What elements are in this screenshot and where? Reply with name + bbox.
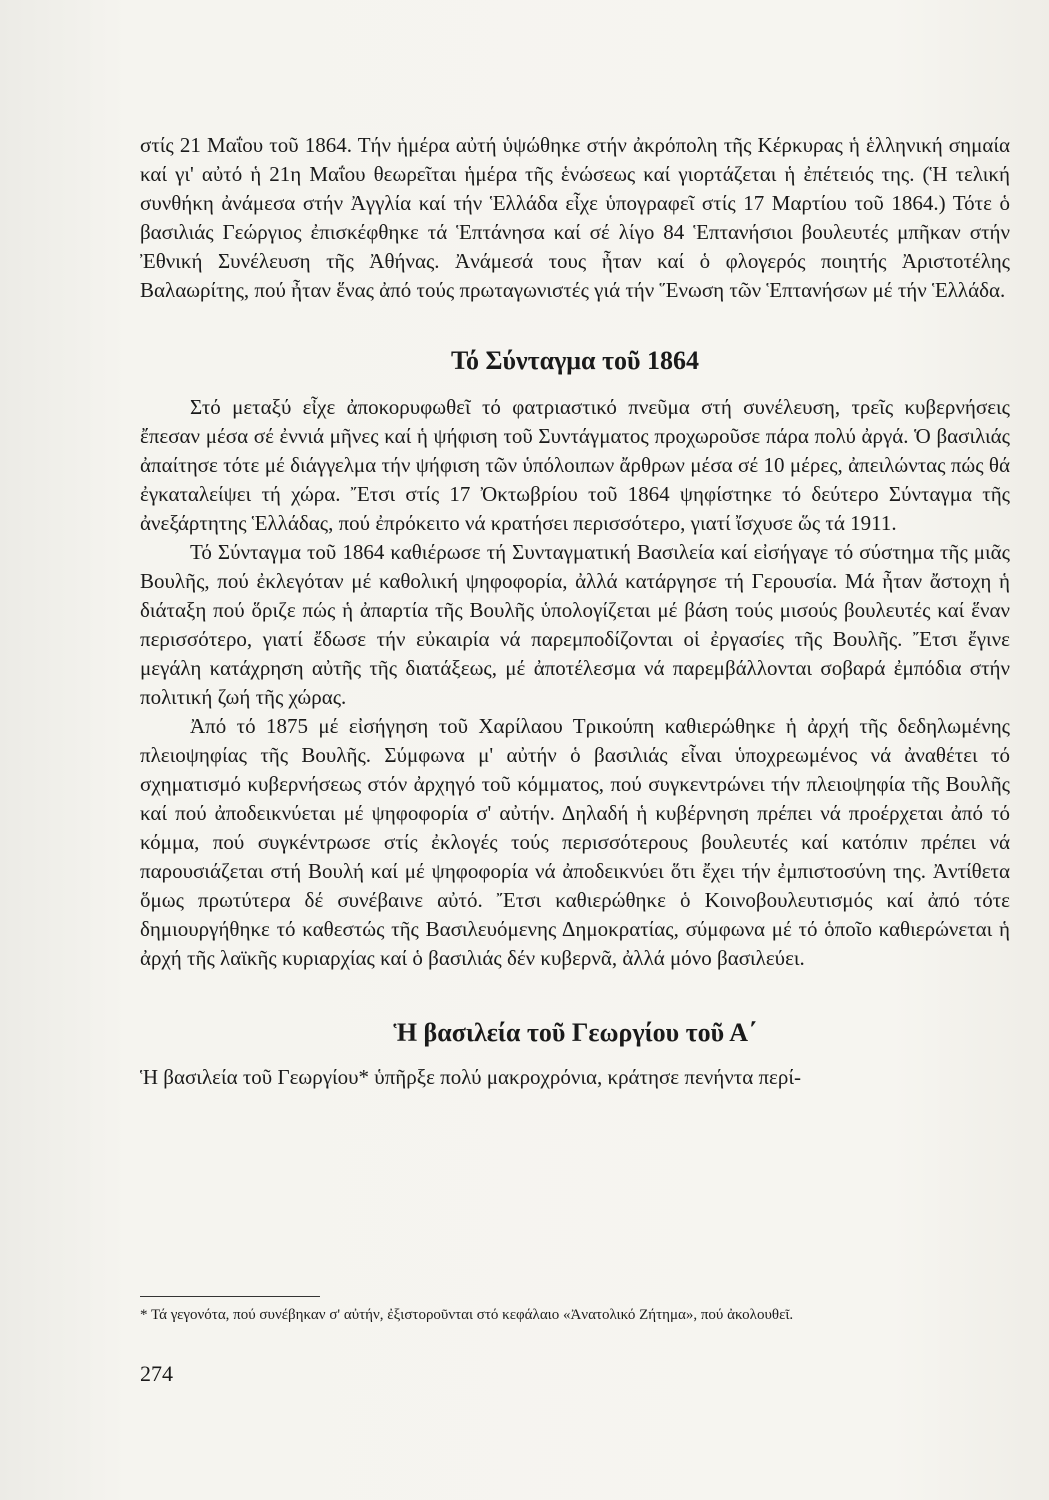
footnote-divider	[140, 1296, 320, 1297]
main-text-column	[140, 131, 1010, 1092]
section-heading-reign-george: Ἡ βασιλεία τοῦ Γεωργίου τοῦ Α΄	[393, 1018, 757, 1047]
section-heading-constitution-1864: Τό Σύνταγμα τοῦ 1864	[451, 346, 699, 375]
body-paragraph: Στό μεταξύ εἶχε ἀποκορυφωθεῖ τό φατριαστικό πνεῦμα στή συνέλευση, τρεῖς κυβερνήσεις ἔπεσαν μέσα σέ ἐννιά μῆνες καί ἡ ψήφιση τοῦ Συντάγματος προχωροῦσε πάρα πολύ ἀργά. Ὁ βασιλιάς ἀπαίτησε τότε μέ διάγγελμα τήν ψήφιση τῶν ὑπόλοιπων ἄρθρων μέσα σέ 10 μέρες, ἀπειλώντας πώς θά ἐγκαταλείψει τή χώρα. Ἔτσι στίς 17 Ὀκτωβρίου τοῦ 1864 ψηφίστηκε τό δεύτερο Σύνταγμα τῆς ἀνεξάρτητης Ἑλλάδας, πού ἐπρόκειτο νά κρατήσει περισσότερο, γιατί ἴσχυσε ὥς τά 1911.	[140, 395, 1010, 535]
opening-paragraph: στίς 21 Μαΐου τοῦ 1864. Τήν ἡμέρα αὐτή ὑψώθηκε στήν ἀκρόπολη τῆς Κέρκυρας ἡ ἑλληνική σημαία καί γι' αὐτό ἡ 21η Μαΐου θεωρεῖται ἡμέρα τῆς ἑνώσεως καί γιορτάζεται ἡ ἐπέτειός της. (Ἡ τελική συνθήκη ἀνάμεσα στήν Ἀγγλία καί τήν Ἑλλάδα εἶχε ὑπογραφεῖ στίς 17 Μαρτίου τοῦ 1864.) Τότε ὁ βασιλιάς Γεώργιος ἐπισκέφθηκε τά Ἑπτάνησα καί σέ λίγο 84 Ἑπτανήσιοι βουλευτές μπῆκαν στήν Ἐθνική Συνέλευση τῆς Ἀθήνας. Ἀνάμεσά τους ἦταν καί ὁ φλογερός ποιητής Ἀριστοτέλης Βαλαωρίτης, πού ἦταν ἕνας ἀπό τούς πρωταγωνιστές γιά τήν Ἕνωση τῶν Ἑπτανήσων μέ τήν Ἑλλάδα.	[140, 133, 1010, 302]
body-paragraph: Τό Σύνταγμα τοῦ 1864 καθιέρωσε τή Συνταγματική Βασιλεία καί εἰσήγαγε τό σύστημα τῆς μιᾶς Βουλῆς, πού ἐκλεγόταν μέ καθολική ψηφοφορία, ἀλλά κατάργησε τή Γερουσία. Μά ἦταν ἄστοχη ἡ διάταξη πού ὅριζε πώς ἡ ἀπαρτία τῆς Βουλῆς ὑπολογίζεται μέ βάση τούς μισούς βουλευτές καί ἕναν περισσότερο, γιατί ἔδωσε τήν εὐκαιρία νά παρεμποδίζονται οἱ ἐργασίες τῆς Βουλῆς. Ἔτσι ἔγινε μεγάλη κατάχρηση αὐτῆς τῆς διατάξεως, μέ ἀποτέλεσμα νά παρεμβάλλονται σοβαρά ἐμπόδια στήν πολιτική ζωή τῆς χώρας.	[140, 540, 1010, 709]
body-paragraph: Ἀπό τό 1875 μέ εἰσήγηση τοῦ Χαρίλαου Τρικούπη καθιερώθηκε ἡ ἀρχή τῆς δεδηλωμένης πλειοψηφίας τῆς Βουλῆς. Σύμφωνα μ' αὐτήν ὁ βασιλιάς εἶναι ὑποχρεωμένος νά ἀναθέτει τό σχηματισμό κυβερνήσεως στόν ἀρχηγό τοῦ κόμματος, πού συγκεντρώνει τήν πλειοψηφία τῆς Βουλῆς καί πού ἀποδεικνύεται μέ ψηφοφορία σ' αὐτήν. Δηλαδή ἡ κυβέρνηση πρέπει νά προέρχεται ἀπό τό κόμμα, πού συγκέντρωσε στίς ἐκλογές τούς περισσότερους βουλευτές καί κατόπιν πρέπει νά παρουσιάζεται στή Βουλή καί μέ ψηφοφορία νά ἀποδεικνύει ὅτι ἔχει τήν ἐμπιστοσύνη της. Ἀντίθετα ὅμως πρωτύτερα δέ συνέβαινε αὐτό. Ἔτσι καθιερώθηκε ὁ Κοινοβουλευτισμός καί ἀπό τότε δημιουργήθηκε τό καθεστώς τῆς Βασιλευόμενης Δημοκρατίας, σύμφωνα μέ τό ὁποῖο καθιερώνεται ἡ ἀρχή τῆς λαϊκῆς κυριαρχίας καί ὁ βασιλιάς δέν κυβερνᾶ, ἀλλά μόνο βασιλεύει.	[140, 714, 1010, 970]
footnote: * Τά γεγονότα, πού συνέβηκαν σ' αὐτήν, ἐξιστοροῦνται στό κεφάλαιο «Ἀνατολικό Ζήτημα», πού ἀκολουθεῖ.	[140, 1307, 794, 1323]
body-paragraph: Ἡ βασιλεία τοῦ Γεωργίου* ὑπῆρξε πολύ μακροχρόνια, κράτησε πενήντα περί-	[140, 1065, 801, 1089]
page-number: 274	[140, 1361, 173, 1386]
